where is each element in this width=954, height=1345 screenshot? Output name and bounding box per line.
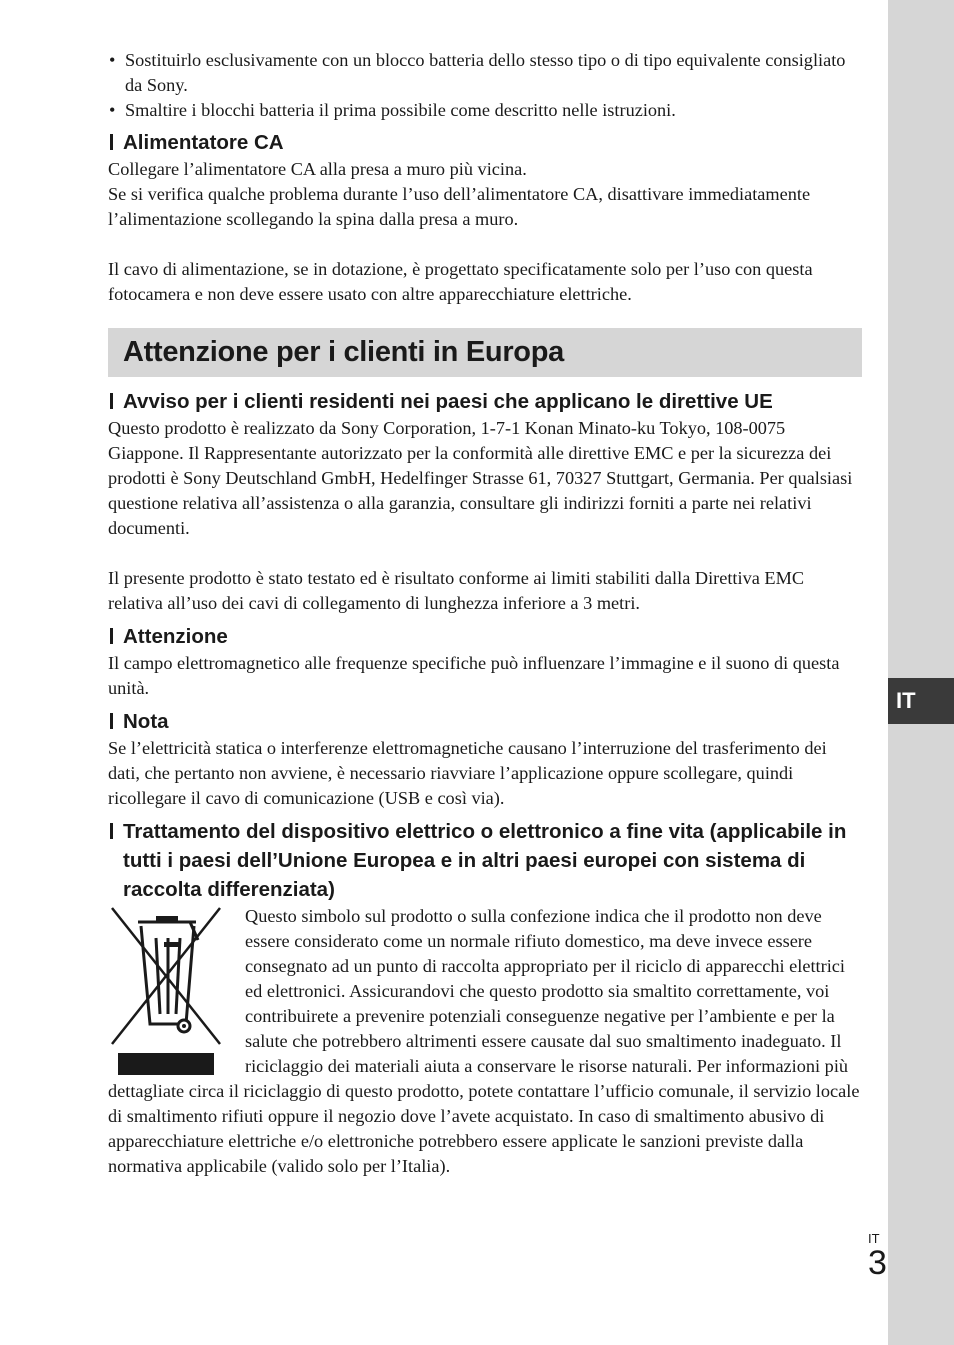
heading-text: Attenzione [123, 625, 228, 648]
list-item-text: Sostituirlo esclusivamente con un blocco batteria dello stesso tipo o di tipo equivalente consigliato da Sony. [125, 50, 846, 95]
paragraph: Il cavo di alimentazione, se in dotazione, è progettato specificatamente solo per l’uso con questa fotocamera e non deve essere usato con altre apparecchiature elettriche. [108, 259, 813, 304]
list-item [108, 98, 862, 123]
paragraph: Il presente prodotto è stato testato ed è risultato conforme ai limiti stabiliti dalla Direttiva EMC relativa all’uso dei cavi di collegamento di lunghezza inferiore a 3 metri. [108, 568, 805, 613]
paragraph: Se l’elettricità statica o interferenze elettromagnetiche causano l’interruzione del trasferimento dei dati, che pertanto non avviene, è necessario riavviare l’applicazione oppure scollegare, quindi ricollegare il cavo di comunicazione (USB e così via). [108, 738, 827, 808]
heading-alimentatore [108, 128, 862, 157]
language-tab: IT [888, 678, 954, 724]
heading-text: Avviso per i clienti residenti nei paesi che applicano le direttive UE [123, 390, 773, 413]
paragraph: Questo prodotto è realizzato da Sony Corporation, 1-7-1 Konan Minato-ku Tokyo, 108-0075 Giappone. Il Rappresentante autorizzato per la conformità alle direttive EMC e per la sicurezza dei prodotti è Sony Deutschland GmbH, Hedelfinger Strasse 61, 70327 Stuttgart, Germania. Per qualsiasi questione relativa all’assistenza o alla garanzia, consultare gli indirizzi forniti a parte nei relativi documenti. [108, 418, 853, 538]
list-item [108, 48, 862, 98]
heading-nota [108, 707, 862, 736]
crossed-out-wheelie-bin-icon [108, 904, 224, 1079]
battery-bullet-list [108, 48, 862, 123]
paragraph: Questo simbolo sul prodotto o sulla confezione indica che il prodotto non deve essere considerato come un normale rifiuto domestico, ma deve invece essere consegnato ad un punto di raccolta appropriato per il riciclo di apparecchi elettrici ed elettronici. Assicurandovi che questo prodotto sia smaltito correttamente, voi contribuirete a prevenire potenziali conseguenze negative per l’ambiente e per la salute che potrebbero altrimenti essere causate dal suo smaltimento inadeguato. Il riciclaggio dei materiali aiuta a conservare le risorse naturali. Per informazioni più [245, 906, 849, 1076]
heading-attenzione [108, 622, 862, 651]
heading-bar-icon [110, 393, 113, 409]
heading-avviso [108, 387, 862, 416]
heading-text: Nota [123, 710, 169, 733]
paragraph: dettagliate circa il riciclaggio di questo prodotto, potete contattare l’ufficio comunale, il servizio locale di smaltimento rifiuti oppure il negozio dove l’avete acquistato. In caso di smaltimento abusivo di apparecchiature elettriche e/o elettroniche potrebbero essere applicate le sanzioni previste dalla normativa applicabile (valido solo per l’Italia). [108, 1081, 860, 1176]
paragraph: Collegare l’alimentatore CA alla presa a muro più vicina. [108, 159, 527, 179]
heading-bar-icon [110, 823, 113, 839]
heading-text: Alimentatore CA [123, 131, 284, 154]
heading-trattamento [108, 817, 862, 904]
bullet-icon: • [109, 100, 116, 120]
list-item-text: Smaltire i blocchi batteria il prima possibile come descritto nelle istruzioni. [125, 100, 676, 120]
page-label: IT [868, 1231, 880, 1246]
page-content [108, 48, 862, 1179]
paragraph: Se si verifica qualche problema durante l’uso dell’alimentatore CA, disattivare immediatamente l’alimentazione scollegando la spina dalla presa a muro. [108, 184, 811, 229]
page-number-value: 3 [868, 1244, 887, 1282]
side-margin-band [888, 0, 954, 1345]
heading-text: Trattamento del dispositivo elettrico o elettronico a fine vita (applicabile in tutti i paesi dell’Unione Europea e in altri paesi europei con sistema di raccolta differenziata) [123, 820, 847, 901]
heading-bar-icon [110, 134, 113, 150]
section-title: Attenzione per i clienti in Europa [108, 328, 862, 377]
page-number [868, 1232, 887, 1280]
weee-block [108, 904, 862, 1079]
heading-bar-icon [110, 713, 113, 729]
bullet-icon: • [109, 50, 116, 70]
heading-bar-icon [110, 628, 113, 644]
paragraph: Il campo elettromagnetico alle frequenze specifiche può influenzare l’immagine e il suono di questa unità. [108, 653, 840, 698]
